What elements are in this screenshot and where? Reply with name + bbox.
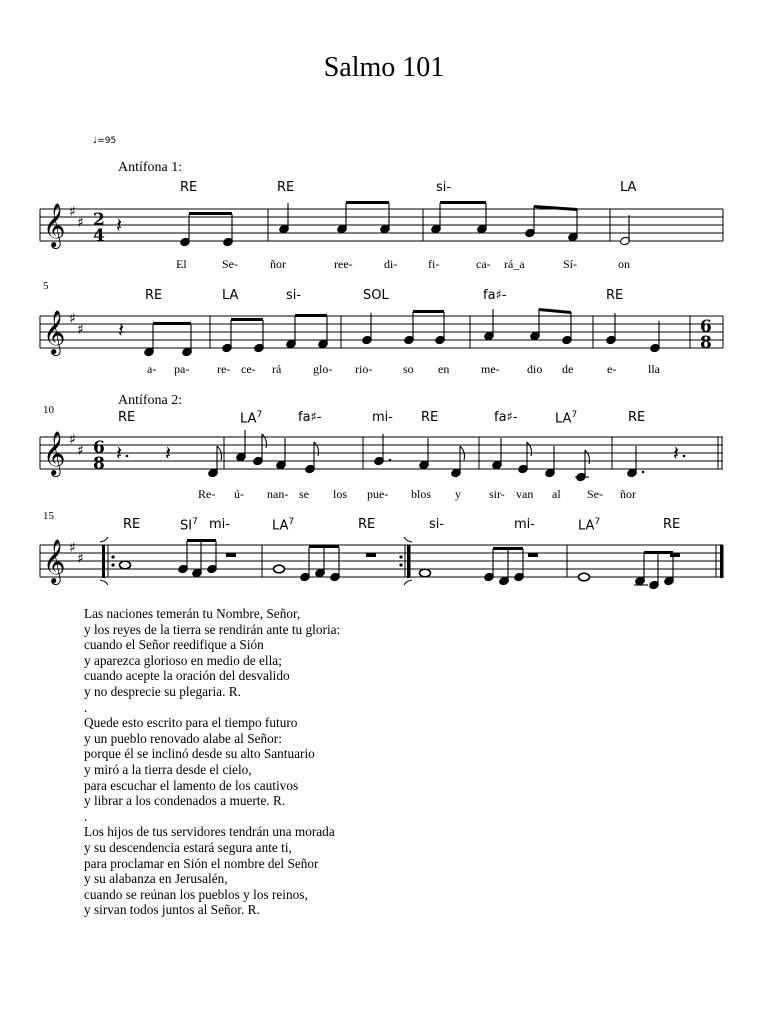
lyric-syllable: lla bbox=[648, 362, 660, 376]
verse-line: para escuchar el lamento de los cautivos bbox=[84, 777, 299, 793]
verse-line: Las naciones temerán tu Nombre, Señor, bbox=[84, 606, 301, 621]
quarter-note-icon: ♩ bbox=[93, 136, 98, 146]
verse-line: y miró a la tierra desde el cielo, bbox=[84, 761, 252, 777]
chord-symbol: LA bbox=[620, 180, 637, 195]
lyric-syllable: on bbox=[618, 257, 630, 271]
lyric-syllable: nan- bbox=[267, 487, 289, 501]
notes-staff-4 bbox=[120, 539, 675, 590]
treble-clef-icon: 𝄞 bbox=[43, 203, 66, 247]
lyric-syllable: ñor bbox=[270, 257, 286, 271]
chord-symbol: RE bbox=[628, 410, 646, 425]
staff-4 bbox=[40, 545, 723, 577]
sharp-icon: ♯ bbox=[77, 443, 84, 459]
chord-symbol: $LA^7$ bbox=[578, 517, 601, 534]
chord-symbol: RE bbox=[118, 410, 136, 425]
chord-symbol: RE bbox=[421, 410, 439, 425]
lyric-syllable: El bbox=[176, 257, 187, 271]
treble-clef-icon: 𝄞 bbox=[43, 431, 66, 475]
verse-line: . bbox=[84, 808, 88, 824]
lyric-syllable: a- bbox=[147, 362, 157, 376]
lyric-syllable: en bbox=[438, 362, 450, 376]
verse-line: Quede esto escrito para el tiempo futuro bbox=[84, 715, 298, 731]
lyric-syllable: dio bbox=[527, 362, 543, 376]
lyric-syllable: Sí- bbox=[563, 257, 578, 271]
lyric-syllable: pa- bbox=[174, 362, 190, 376]
chord-symbol: LA bbox=[222, 288, 239, 303]
measure-number: 5 bbox=[43, 280, 49, 292]
chord-symbol: RE bbox=[123, 517, 141, 532]
time-sig-bottom: 4 bbox=[93, 226, 105, 246]
time-sig-bottom: 8 bbox=[700, 333, 712, 353]
lyric-syllable: y bbox=[455, 487, 461, 501]
lyric-syllable: e- bbox=[607, 362, 617, 376]
chord-symbol: mi- bbox=[372, 410, 393, 425]
lyric-syllable: van bbox=[516, 487, 534, 501]
verse-line: y su descendencia estará segura ante ti, bbox=[84, 839, 292, 855]
verse-line: y los reyes de la tierra se rendirán ante tu gloria: bbox=[84, 621, 341, 637]
chord-symbol: si- bbox=[286, 288, 302, 303]
lyric-syllable: se bbox=[299, 487, 309, 501]
chord-symbol: fa♯- bbox=[483, 288, 507, 303]
verse-line: . bbox=[84, 699, 88, 715]
lyric-syllable: sir- bbox=[489, 487, 505, 501]
lyric-syllable: Se- bbox=[222, 257, 238, 271]
chord-symbol: RE bbox=[663, 517, 681, 532]
lyric-syllable: ú- bbox=[234, 487, 244, 501]
verse-line: y librar a los condenados a muerte. R. bbox=[84, 793, 286, 809]
quarter-rest-icon: 𝄽 bbox=[673, 441, 680, 465]
verse-line: y sirvan todos juntos al Señor. R. bbox=[84, 902, 260, 918]
staff-2 bbox=[40, 316, 723, 348]
sharp-icon: ♯ bbox=[77, 215, 84, 231]
lyric-syllable: los bbox=[333, 487, 348, 501]
antiphon-2-label: Antífona 2: bbox=[118, 393, 183, 408]
sharp-icon: ♯ bbox=[77, 322, 84, 338]
verse-line: para proclamar en Sión el nombre del Señor bbox=[84, 855, 319, 871]
lyric-syllable: al bbox=[552, 487, 561, 501]
lyric-syllable: ree- bbox=[334, 257, 353, 271]
lyric-syllable: rá_a bbox=[504, 257, 525, 271]
chord-symbol: SOL bbox=[363, 288, 389, 303]
chord-symbol: $LA^7$ bbox=[272, 517, 295, 534]
lyric-syllable: glo- bbox=[313, 362, 333, 376]
time-sig-top: 2 bbox=[93, 210, 105, 230]
verse-line: cuando acepte la oración del desvalido bbox=[84, 668, 290, 684]
lyric-syllable: ca- bbox=[476, 257, 491, 271]
chord-symbol: mi- bbox=[514, 517, 535, 532]
verse-line: porque él se inclinó desde su alto Santuario bbox=[84, 746, 315, 762]
chord-symbol: si- bbox=[436, 180, 452, 195]
verse-line: y no desprecie su plegaria. R. bbox=[84, 683, 241, 699]
measure-number: 10 bbox=[43, 404, 54, 416]
lyric-syllable: blos bbox=[411, 487, 432, 501]
treble-clef-icon: 𝄞 bbox=[43, 539, 66, 583]
staff-3 bbox=[40, 437, 723, 469]
staff-1 bbox=[40, 209, 723, 241]
sharp-icon: ♯ bbox=[77, 551, 84, 567]
psalm-verses bbox=[84, 606, 340, 918]
chord-symbol: $SI^7$ bbox=[180, 517, 198, 534]
chord-symbol: mi- bbox=[209, 517, 230, 532]
quarter-rest-icon: 𝄽 bbox=[118, 318, 125, 342]
quarter-rest-icon: 𝄽 bbox=[116, 441, 123, 465]
chord-symbol: RE bbox=[145, 288, 163, 303]
notes-staff-3 bbox=[208, 430, 645, 482]
verse-line: cuando se reúnan los pueblos y los reinos, bbox=[84, 886, 308, 902]
time-sig-top: 6 bbox=[700, 317, 712, 337]
quarter-rest-icon: 𝄽 bbox=[116, 213, 123, 237]
chord-symbol: RE bbox=[180, 180, 198, 195]
chord-symbol: $LA^7$ bbox=[555, 410, 578, 427]
time-sig-top: 6 bbox=[93, 438, 105, 458]
lyric-syllable: so bbox=[403, 362, 414, 376]
lyric-syllable: ce- bbox=[241, 362, 256, 376]
verse-line: cuando el Señor reedifique a Sión bbox=[84, 637, 264, 653]
chord-symbol: RE bbox=[277, 180, 295, 195]
lyric-syllable: Se- bbox=[587, 487, 603, 501]
quarter-rest-icon: 𝄽 bbox=[165, 441, 172, 465]
treble-clef-icon: 𝄞 bbox=[43, 310, 66, 354]
lyric-syllable: fi- bbox=[428, 257, 440, 271]
lyric-syllable: di- bbox=[384, 257, 398, 271]
verse-line: Los hijos de tus servidores tendrán una morada bbox=[84, 824, 335, 840]
tempo-value: =95 bbox=[97, 136, 117, 146]
lyric-syllable: Re- bbox=[198, 487, 216, 501]
lyric-syllable: pue- bbox=[367, 487, 389, 501]
sharp-icon: ♯ bbox=[69, 540, 76, 556]
measure-number: 15 bbox=[43, 510, 54, 522]
lyric-syllable: de bbox=[562, 362, 574, 376]
antiphon-1-label: Antífona 1: bbox=[118, 160, 183, 175]
verse-line: y aparezca glorioso en medio de ella; bbox=[84, 652, 282, 668]
sharp-icon: ♯ bbox=[69, 204, 76, 220]
chord-symbol: RE bbox=[606, 288, 624, 303]
chord-symbol: fa♯- bbox=[298, 410, 322, 425]
verse-line: y un pueblo renovado alabe al Señor: bbox=[84, 730, 282, 746]
chord-symbol: fa♯- bbox=[494, 410, 518, 425]
sharp-icon: ♯ bbox=[69, 432, 76, 448]
lyric-syllable: ñor bbox=[620, 487, 636, 501]
chord-symbol: RE bbox=[358, 517, 376, 532]
chord-symbol: $LA^7$ bbox=[240, 410, 263, 427]
lyric-syllable: re- bbox=[217, 362, 231, 376]
lyric-syllable: rio- bbox=[355, 362, 373, 376]
lyric-syllable: rá bbox=[272, 362, 282, 376]
time-sig-bottom: 8 bbox=[93, 454, 105, 474]
chord-symbol: si- bbox=[429, 517, 445, 532]
sharp-icon: ♯ bbox=[69, 311, 76, 327]
page-title: Salmo 101 bbox=[323, 52, 445, 83]
verse-line: y su alabanza en Jerusalén, bbox=[84, 871, 228, 887]
lyric-syllable: me- bbox=[481, 362, 500, 376]
notes-staff-1 bbox=[180, 201, 631, 247]
